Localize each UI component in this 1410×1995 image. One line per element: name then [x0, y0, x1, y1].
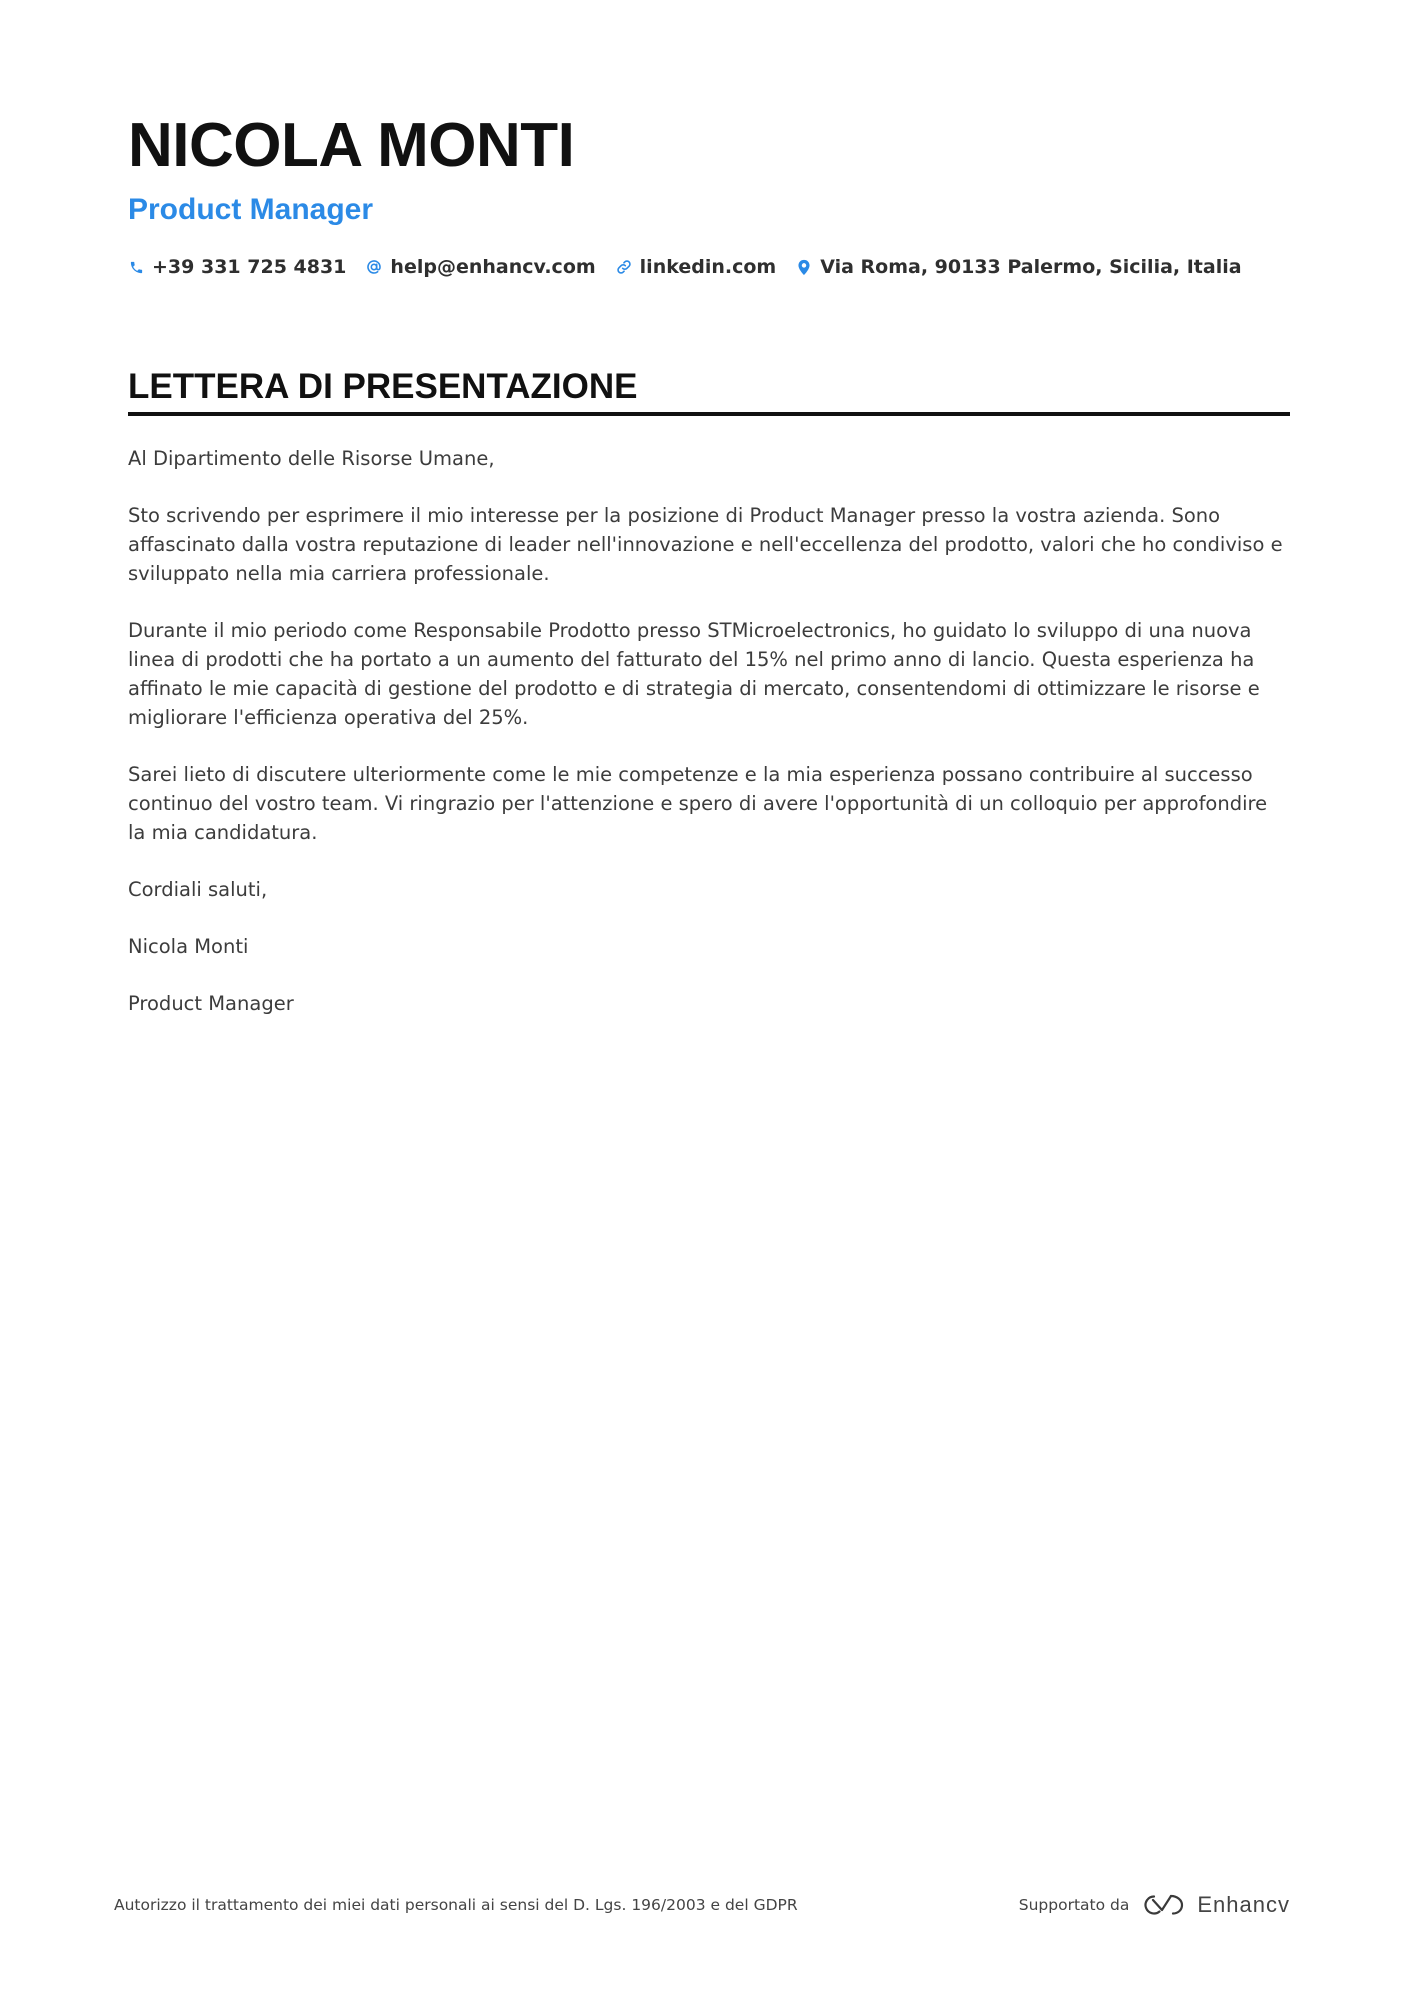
letter-greeting: Al Dipartimento delle Risorse Umane,: [128, 447, 495, 470]
letter-paragraph: Sarei lieto di discutere ulteriormente come le mie competenze e la mia esperienza possano contribuire al successo continuo del vostro team. Vi ringrazio per l'attenzione e spero di avere l'opportunità di un colloquio per approfondire la mia candidatura.: [128, 763, 1268, 844]
enhancv-logo-icon: [1141, 1892, 1187, 1918]
address-text: Via Roma, 90133 Palermo, Sicilia, Italia: [820, 256, 1242, 278]
phone-icon: [128, 258, 144, 276]
signature-title: Product Manager: [128, 992, 294, 1015]
map-pin-icon: [796, 258, 812, 276]
contact-phone[interactable]: [128, 256, 346, 278]
letter-paragraph: Sto scrivendo per esprimere il mio interesse per la posizione di Product Manager presso la vostra azienda. Sono affascinato dalla vostra reputazione di leader nell'innovazione e nell'eccellenza del prodotto, valori che ho condiviso e sviluppato nella mia carriera professionale.: [128, 504, 1283, 585]
candidate-name: NICOLA MONTI: [128, 111, 575, 180]
at-icon: [366, 258, 382, 276]
letter-body: [128, 444, 1290, 1018]
powered-by[interactable]: [1019, 1892, 1290, 1918]
powered-by-label: Supportato da: [1018, 1896, 1130, 1914]
letter-closing: Cordiali saluti,: [128, 878, 268, 901]
contact-address: [796, 256, 1241, 278]
link-text: linkedin.com: [639, 256, 777, 278]
privacy-note: Autorizzo il trattamento dei miei dati personali ai sensi del D. Lgs. 196/2003 e del GDPR: [114, 1896, 798, 1914]
contact-bar: [128, 256, 1288, 278]
link-icon: [616, 258, 632, 276]
contact-email[interactable]: [366, 256, 595, 278]
section-title: LETTERA DI PRESENTAZIONE: [128, 366, 1290, 416]
contact-link[interactable]: [616, 256, 777, 278]
letter-paragraph: Durante il mio periodo come Responsabile Prodotto presso STMicroelectronics, ho guidato lo sviluppo di una nuova linea di prodotti che ha portato a un aumento del fatturato del 15% nel primo anno di lancio. Questa esperienza ha affinato le mie capacità di gestione del prodotto e di strategia di mercato, consentendomi di ottimizzare le risorse e migliorare l'efficienza operativa del 25%.: [128, 619, 1260, 729]
candidate-title: Product Manager: [128, 193, 374, 226]
footer: [114, 1892, 1290, 1918]
letter-section: [128, 366, 1290, 1046]
email-text: help@enhancv.com: [390, 256, 596, 278]
header: [128, 108, 1288, 278]
brand-name: Enhancv: [1197, 1892, 1290, 1917]
phone-text: +39 331 725 4831: [152, 256, 347, 278]
signature-name: Nicola Monti: [128, 935, 249, 958]
